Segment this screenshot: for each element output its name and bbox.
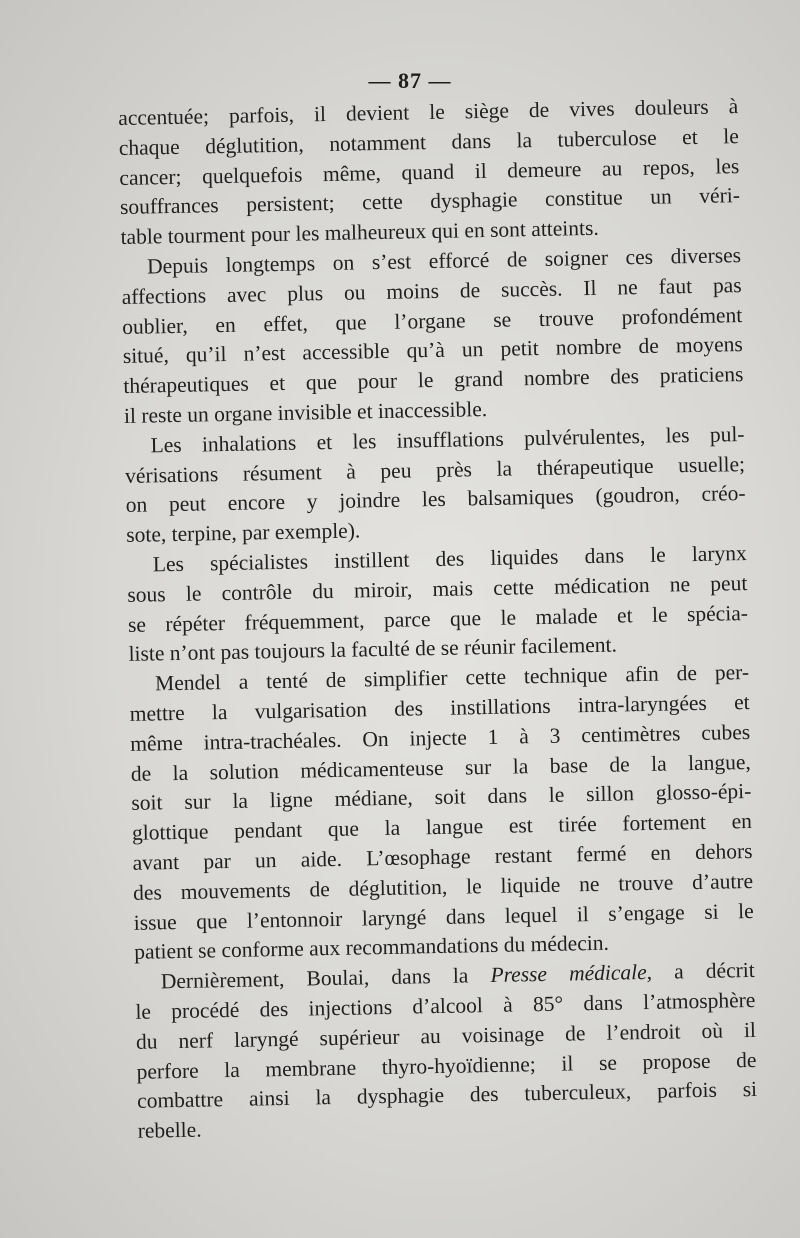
text-line: Les spécialistes instillent des liquides dans le larynx xyxy=(152,540,747,577)
text-fragment: a décrit xyxy=(651,958,755,985)
page-number: — 87 — xyxy=(368,68,452,93)
text-line: sous le contrôle du miroir, mais cette médication ne peut xyxy=(127,570,748,607)
paragraph-1 xyxy=(118,92,741,253)
text-line: il reste un organe invisible et inaccessible. xyxy=(123,396,488,428)
text-line: Les inhalations et les insufflations pulvérulentes, les pul- xyxy=(150,421,745,458)
text-line: situé, qu’il n’est accessible qu’à un petit nombre de moyens xyxy=(122,332,743,369)
text-line: accentuée; parfois, il devient le siège de vives douleurs à xyxy=(118,94,739,130)
text-fragment: Dernièrement, Boulai, dans la xyxy=(160,963,491,994)
text-line: combattre ainsi la dysphagie des tuberculeux, parfois si xyxy=(136,1077,758,1114)
text-line: soit sur la ligne médiane, soit dans le sillon glosso-épi- xyxy=(131,779,752,816)
text-line: chaque déglutition, notamment dans la tuberculose et le xyxy=(118,123,739,160)
text-line: Depuis longtemps on s’est efforcé de soigner ces diverses xyxy=(146,243,742,279)
text-line: rebelle. xyxy=(137,1117,202,1143)
text-line: issue que l’entonnoir laryngé dans lequel il s’engage si le xyxy=(133,898,754,935)
text-line: mettre la vulgarisation des instillations intra-laryngées et xyxy=(129,689,750,726)
paragraph-6 xyxy=(135,956,758,1147)
text-line: patient se conforme aux recommandations du médecin. xyxy=(134,931,610,965)
text-line: perfore la membrane thyro-hyoïdienne; il se propose de xyxy=(136,1047,757,1084)
text-line: sote, terpine, par exemple). xyxy=(126,518,361,548)
text-line: glottique pendant que la langue est tirée fortement en xyxy=(131,809,753,845)
text-line: affections avec plus ou moins de succès. Il ne faut pas xyxy=(121,272,742,309)
text-line: on peut encore y joindre les balsamiques (goudron, créo- xyxy=(125,481,746,518)
text-line: même intra-trachéales. On injecte 1 à 3 centimètres cubes xyxy=(130,719,751,756)
text-line: avant par un aide. L’œsophage restant fermé en dehors xyxy=(132,838,753,875)
text-line: se répéter fréquemment, parce que le malade et le spécia- xyxy=(127,600,749,637)
text-line: cancer; quelquefois même, quand il demeure au repos, les xyxy=(119,153,740,190)
text-line: liste n’ont pas toujours la faculté de se réunir facilement. xyxy=(128,632,618,667)
text-line: souffrances persistent; cette dysphagie constitue un véri- xyxy=(119,183,741,220)
text-line: Mendel a tenté de simplifier cette technique afin de per- xyxy=(154,660,750,696)
text-line: table tourment pour les malheureux qui en sont atteints. xyxy=(120,215,599,250)
paragraph-4 xyxy=(127,539,749,670)
text-line: du nerf laryngé supérieur au voisinage de l’endroit où il xyxy=(135,1017,757,1054)
text-line: vérisations résument à peu près la thérapeutique usuelle; xyxy=(124,451,746,488)
journal-title: Presse médicale, xyxy=(490,960,653,988)
paragraph-5 xyxy=(129,658,755,968)
body-text xyxy=(118,92,758,1147)
text-line: thérapeutiques et que pour le grand nombre des praticiens xyxy=(123,362,744,399)
text-line: des mouvements de déglutition, le liquide ne trouve d’autre xyxy=(132,868,754,905)
paragraph-2 xyxy=(121,241,744,432)
text-line: de la solution médicamenteuse sur la base de la langue, xyxy=(130,749,751,786)
paragraph-3 xyxy=(124,420,746,551)
text-line: le procédé des injections d’alcool à 85° dans l’atmosphère xyxy=(135,987,756,1024)
text-line: oublier, en effet, que l’organe se trouve profondément xyxy=(122,302,743,339)
